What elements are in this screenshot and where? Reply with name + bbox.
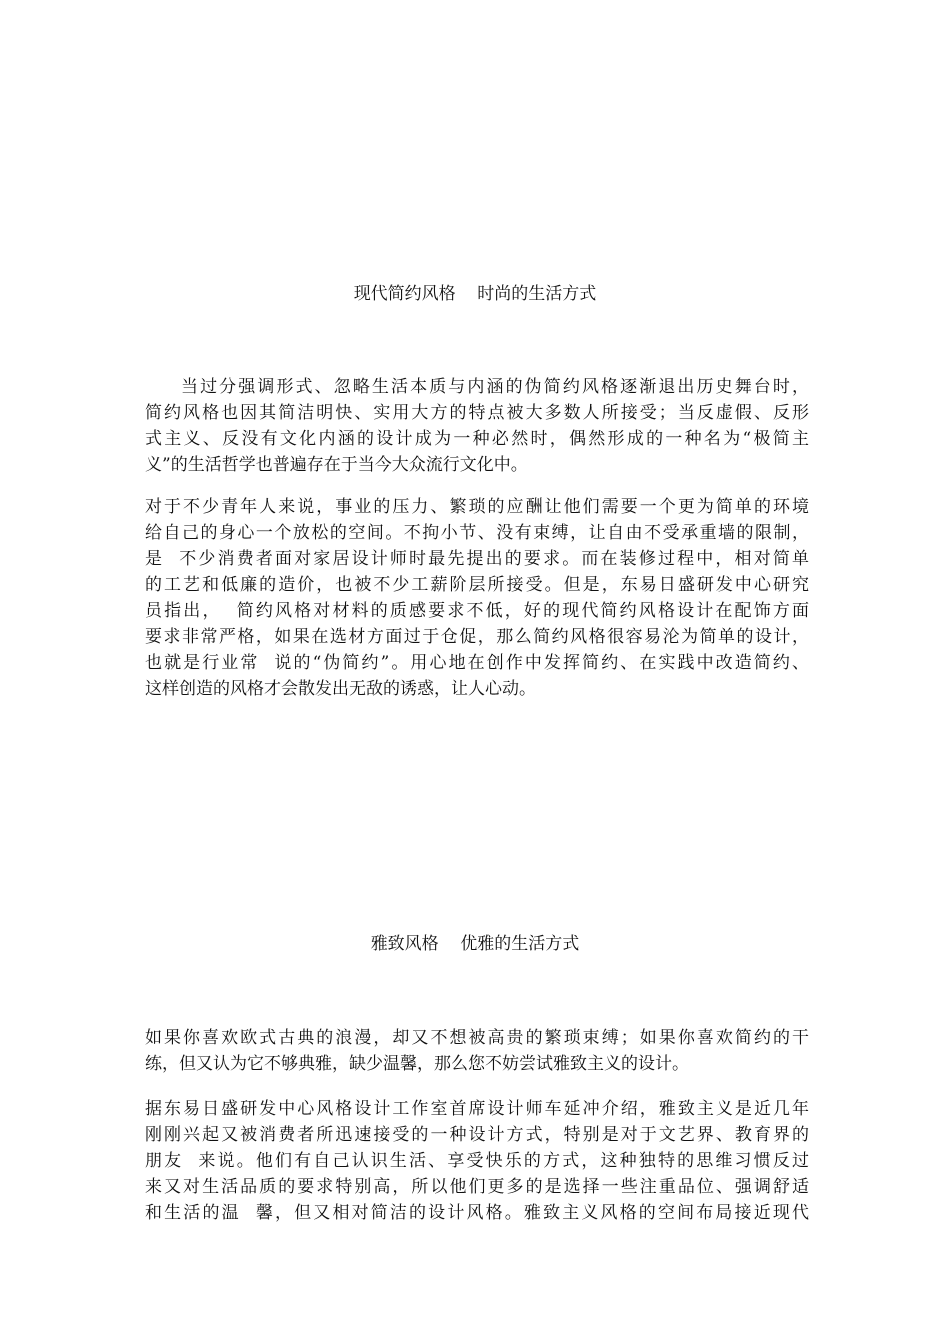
text-line: 对于不少青年人来说，事业的压力、繁琐的应酬让他们需要一个更为简单的环境 [145,497,809,517]
text-line: 来又对生活品质的要求特别高，所以他们更多的是选择一些注重品位、强调舒适 [145,1177,809,1197]
paragraph-modern-intro [145,374,809,478]
paragraph-elegant-designer [145,1096,809,1226]
text-line: 和生活的温 馨，但又相对简洁的设计风格。雅致主义风格的空间布局接近现代 [145,1203,809,1223]
text-line: 这样创造的风格才会散发出无敌的诱惑，让人心动。 [145,679,536,699]
text-line: 刚刚兴起又被消费者所迅速接受的一种设计方式，特别是对于文艺界、教育界的 [145,1125,809,1145]
text-line: 的工艺和低廉的造价，也被不少工薪阶层所接受。但是，东易日盛研发中心研究 [145,575,809,595]
text-line: 给自己的身心一个放松的空间。不拘小节、没有束缚，让自由不受承重墙的限制， [145,523,809,543]
text-line: 员指出， 简约风格对材料的质感要求不低，好的现代简约风格设计在配饰方面 [145,601,809,621]
text-line: 义”的生活哲学也普遍存在于当今大众流行文化中。 [145,455,528,475]
text-line: 练，但又认为它不够典雅，缺少温馨，那么您不妨尝试雅致主义的设计。 [145,1054,689,1074]
text-line: 也就是行业常 说的“伪简约”。用心地在创作中发挥简约、在实践中改造简约、 [145,653,809,673]
section-heading-elegant: 雅致风格 优雅的生活方式 [370,934,580,954]
text-line: 要求非常严格，如果在选材方面过于仓促，那么简约风格很容易沦为简单的设计， [145,627,809,647]
text-line: 式主义、反没有文化内涵的设计成为一种必然时，偶然形成的一种名为“极简主 [145,429,809,449]
paragraph-modern-young-people [145,494,809,702]
section-heading-modern-minimalist: 现代简约风格 时尚的生活方式 [353,284,597,304]
text-line: 据东易日盛研发中心风格设计工作室首席设计师车延冲介绍，雅致主义是近几年 [145,1099,809,1119]
text-line: 当过分强调形式、忽略生活本质与内涵的伪简约风格逐渐退出历史舞台时， [181,377,809,397]
text-line: 如果你喜欢欧式古典的浪漫，却又不想被高贵的繁琐束缚；如果你喜欢简约的干 [145,1028,809,1048]
text-line: 是 不少消费者面对家居设计师时最先提出的要求。而在装修过程中，相对简单 [145,549,809,569]
text-line: 朋友 来说。他们有自己认识生活、享受快乐的方式，这种独特的思维习惯反过 [145,1151,809,1171]
paragraph-elegant-intro [145,1025,809,1077]
text-line: 简约风格也因其简洁明快、实用大方的特点被大多数人所接受；当反虚假、反形 [145,403,809,423]
